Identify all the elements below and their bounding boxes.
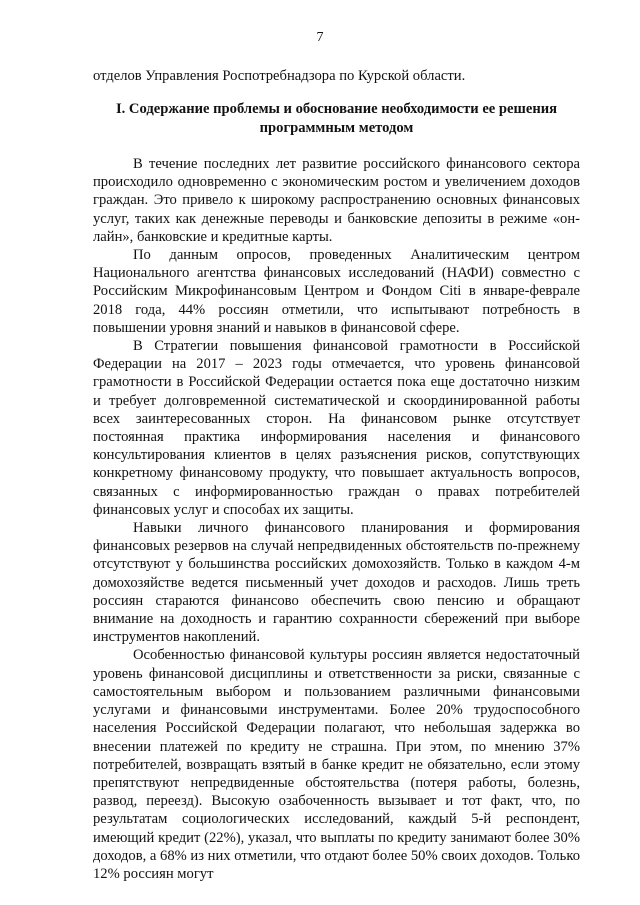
paragraph-4: Навыки личного финансового планирования и формирования финансовых резервов на случай непредвиденных обстоятельств по-прежнему отсутствуют у большинства российских домохозяйств. Только в каждом 4-м домохозяйстве ведется письменный учет доходов и расходов. Лишь треть россиян стараются финансово обеспечить свою пенсию и обращают внимание на доходность и гарантию сохранности сбережений при выборе инструментов накоплений.	[93, 520, 580, 646]
page-number: 7	[316, 30, 324, 45]
body-text	[93, 155, 580, 883]
paragraph-2: По данным опросов, проведенных Аналитическим центром Национального агентства финансовых исследований (НАФИ) совместно с Российским Микрофинансовым Центром и Фондом Citi в январе-феврале 2018 года, 44% россиян отметили, что испытывают потребность в повышении уровня знаний и навыков в финансовой сфере.	[93, 247, 580, 336]
paragraph-1: В течение последних лет развитие российского финансового сектора происходило одновременно с экономическим ростом и увеличением доходов граждан. Это привело к широкому распространению основных финансовых услуг, таких как денежные переводы и банковские депозиты в режиме «он-лайн», банковские и кредитные карты.	[93, 156, 580, 245]
paragraph-5: Особенностью финансовой культуры россиян является недостаточный уровень финансовой дисциплины и ответственности за риски, связанные с самостоятельным выбором и пользованием различными финансовыми услугами и финансовыми инструментами. Более 20% трудоспособного населения Российской Федерации полагают, что небольшая задержка во внесении платежей по кредиту не страшна. При этом, по мнению 37% потребителей, возвращать взятый в банке кредит не обязательно, если этому препятствуют непредвиденные обстоятельства (потеря работы, болезнь, развод, переезд). Высокую озабоченность вызывает и тот факт, что, по результатам социологических исследований, каждый 5-й респондент, имеющий кредит (22%), указал, что выплаты по кредиту занимают более 30% доходов, а 68% из них отметили, что отдают более 50% своих доходов. Только 12% россиян могут	[93, 647, 580, 882]
paragraph-3: В Стратегии повышения финансовой грамотности в Российской Федерации на 2017 – 2023 годы отмечается, что уровень финансовой грамотности в Российской Федерации остается пока еще достаточно низким и требует долговременной систематической и скоординированной работы всех заинтересованных сторон. На финансовом рынке отсутствует постоянная практика информирования населения и финансового консультирования клиентов в целях разъяснения рисков, сопутствующих конкретному финансовому продукту, что повышает актуальность вопросов, связанных с информированностью граждан о правах потребителей финансовых услуг и способах их защиты.	[93, 338, 580, 518]
continuation-text-block	[93, 67, 580, 85]
section-title: I. Содержание проблемы и обоснование необходимости ее решения программным методом	[115, 101, 558, 136]
continuation-paragraph: отделов Управления Роспотребнадзора по Курской области.	[93, 68, 466, 84]
